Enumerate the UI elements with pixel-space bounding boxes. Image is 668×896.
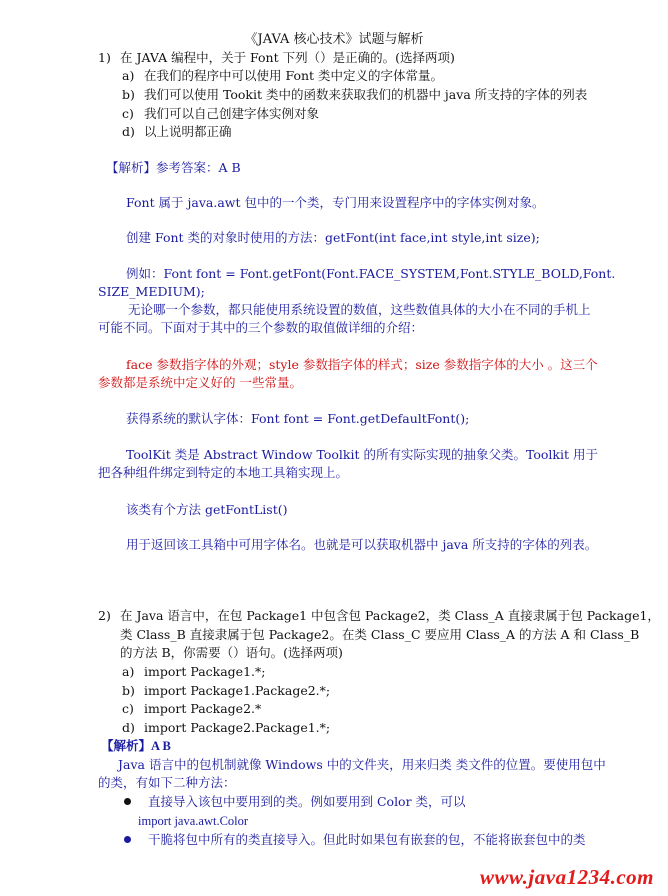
q1-paragraph-9: 用于返回该工具箱中可用字体名。也就是可以获取机器中 java 所支持的字体的列表。 <box>126 537 598 552</box>
bullet-dot-icon <box>124 836 131 843</box>
q1-option-b: b) 我们可以使用 Tookit 类中的函数来获取我们的机器中 java 所支持的字体的列表 <box>122 87 588 102</box>
q1-paragraph-2: 创建 Font 类的对象时使用的方法：getFont(int face,int style,int size); <box>126 230 540 245</box>
q1-paragraph-3-line-1: 例如：Font font = Font.getFont(Font.FACE_SYSTEM,Font.STYLE_BOLD,Font. <box>126 266 616 281</box>
q1-paragraph-4-line-2: 可能不同。下面对于其中的三个参数的取值做详细的介绍： <box>98 320 424 335</box>
q2-bullet-2: 干脆将包中所有的类直接导入。但此时如果包有嵌套的包，不能将嵌套包中的类 <box>148 832 586 847</box>
q2-option-a: a) import Package1.*; <box>122 664 266 679</box>
q1-paragraph-4-line-1: 无论哪一个参数，都只能使用系统设置的数值，这些数值具体的大小在不同的手机上 <box>128 302 591 317</box>
q2-number: 2) <box>98 608 111 623</box>
q2-bullet-1-code: import java.awt.Color <box>138 814 249 828</box>
q2-text-line-2: 类 Class_B 直接隶属于包 Package2。在类 Class_C 要应用 Class_A 的方法 A 和 Class_B <box>120 627 640 642</box>
page-title: 《JAVA 核心技术》试题与解析 <box>244 32 424 47</box>
q2-option-b: b) import Package1.Package2.*; <box>122 683 331 698</box>
q1-option-d: d) 以上说明都正确 <box>122 124 232 139</box>
q1-analysis-heading: 【解析】参考答案：A B <box>106 160 241 175</box>
q1-paragraph-7-line-2: 把各种组件绑定到特定的本地工具箱实现上。 <box>98 465 349 480</box>
q2-option-c: c) import Package2.* <box>122 701 262 716</box>
q2-paragraph-1-line-1: Java 语言中的包机制就像 Windows 中的文件夹，用来归类 类文件的位置。要使用包中 <box>118 757 606 772</box>
q1-paragraph-5-line-1: face 参数指字体的外观；style 参数指字体的样式；size 参数指字体的大小 。这三个 <box>126 357 598 372</box>
q2-bullet-1: 直接导入该包中要用到的类。例如要用到 Color 类，可以 <box>148 794 466 809</box>
watermark: www.java1234.com <box>479 865 654 889</box>
q2-option-d: d) import Package2.Package1.*; <box>122 720 331 735</box>
q1-text: 在 JAVA 编程中，关于 Font 下列（）是正确的。(选择两项) <box>120 50 455 65</box>
q1-option-a: a) 在我们的程序中可以使用 Font 类中定义的字体常量。 <box>122 68 444 83</box>
q1-paragraph-6: 获得系统的默认字体：Font font = Font.getDefaultFont(); <box>126 411 470 426</box>
q1-option-c: c) 我们可以自己创建字体实例对象 <box>122 106 320 121</box>
q1-paragraph-7-line-1: ToolKit 类是 Abstract Window Toolkit 的所有实际实现的抽象父类。Toolkit 用于 <box>126 447 598 462</box>
q1-paragraph-1: Font 属于 java.awt 包中的一个类，专门用来设置程序中的字体实例对象。 <box>126 195 545 210</box>
q1-paragraph-5-line-2: 参数都是系统中定义好的 一些常量。 <box>98 375 302 390</box>
q1-paragraph-8: 该类有个方法 getFontList() <box>126 502 288 517</box>
q1-paragraph-3-line-2: SIZE_MEDIUM); <box>98 284 205 299</box>
q2-paragraph-1-line-2: 的类，有如下二种方法： <box>98 775 236 790</box>
q2-text-line-3: 的方法 B，你需要（）语句。(选择两项) <box>120 645 343 660</box>
q2-text-line-1: 在 Java 语言中，在包 Package1 中包含包 Package2，类 Class_A 直接隶属于包 Package1， <box>120 608 660 623</box>
q1-number: 1) <box>98 50 111 65</box>
q2-analysis-heading: 【解析】A B <box>101 739 171 753</box>
bullet-dot-icon <box>124 798 131 805</box>
